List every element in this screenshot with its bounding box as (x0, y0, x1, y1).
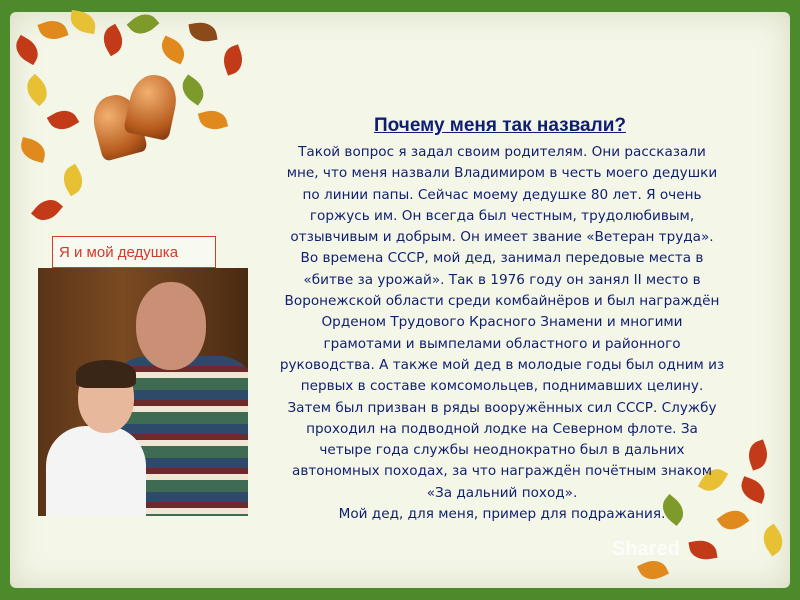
watermark-logo: Shared (612, 538, 680, 560)
slide-body-text: Такой вопрос я задал своим родителям. Они рассказали мне, что меня назвали Владимиром в честь моего дедушки по линии папы. Сейчас моему дедушке 80 лет. Я очень горжусь им. Он всегда был честным, трудолюбивым, отзывчивым и добрым. Он имеет звание «Ветеран труда». Во времена СССР, мой дед, занимал передовые места в «битве за урожай». Так в 1976 году он занял II место в Воронежской области среди комбайнёров и был награждён Орденом Трудового Красного Знамени и многими грамотами и вымпелами областного и районного руководства. А также мой дед в молодые годы был одним из первых в составе комсомольцев, поднимавших целину. Затем был призван в ряды вооружённых сил СССР. Службу проходил на подводной лодке на Северном флоте. За четыре года службы неоднократно был в дальних автономных походах, за что награждён почётным знаком «За дальний поход». Мой дед, для меня, пример для подражания. (279, 144, 725, 523)
boy-figure (46, 426, 146, 516)
boy-hair (76, 360, 136, 388)
grandfather-head (136, 282, 206, 370)
slide-title: Почему меня так назвали? (374, 115, 626, 136)
photo-caption: Я и мой дедушка (52, 236, 216, 268)
grandfather-and-grandson-photo (38, 268, 248, 516)
